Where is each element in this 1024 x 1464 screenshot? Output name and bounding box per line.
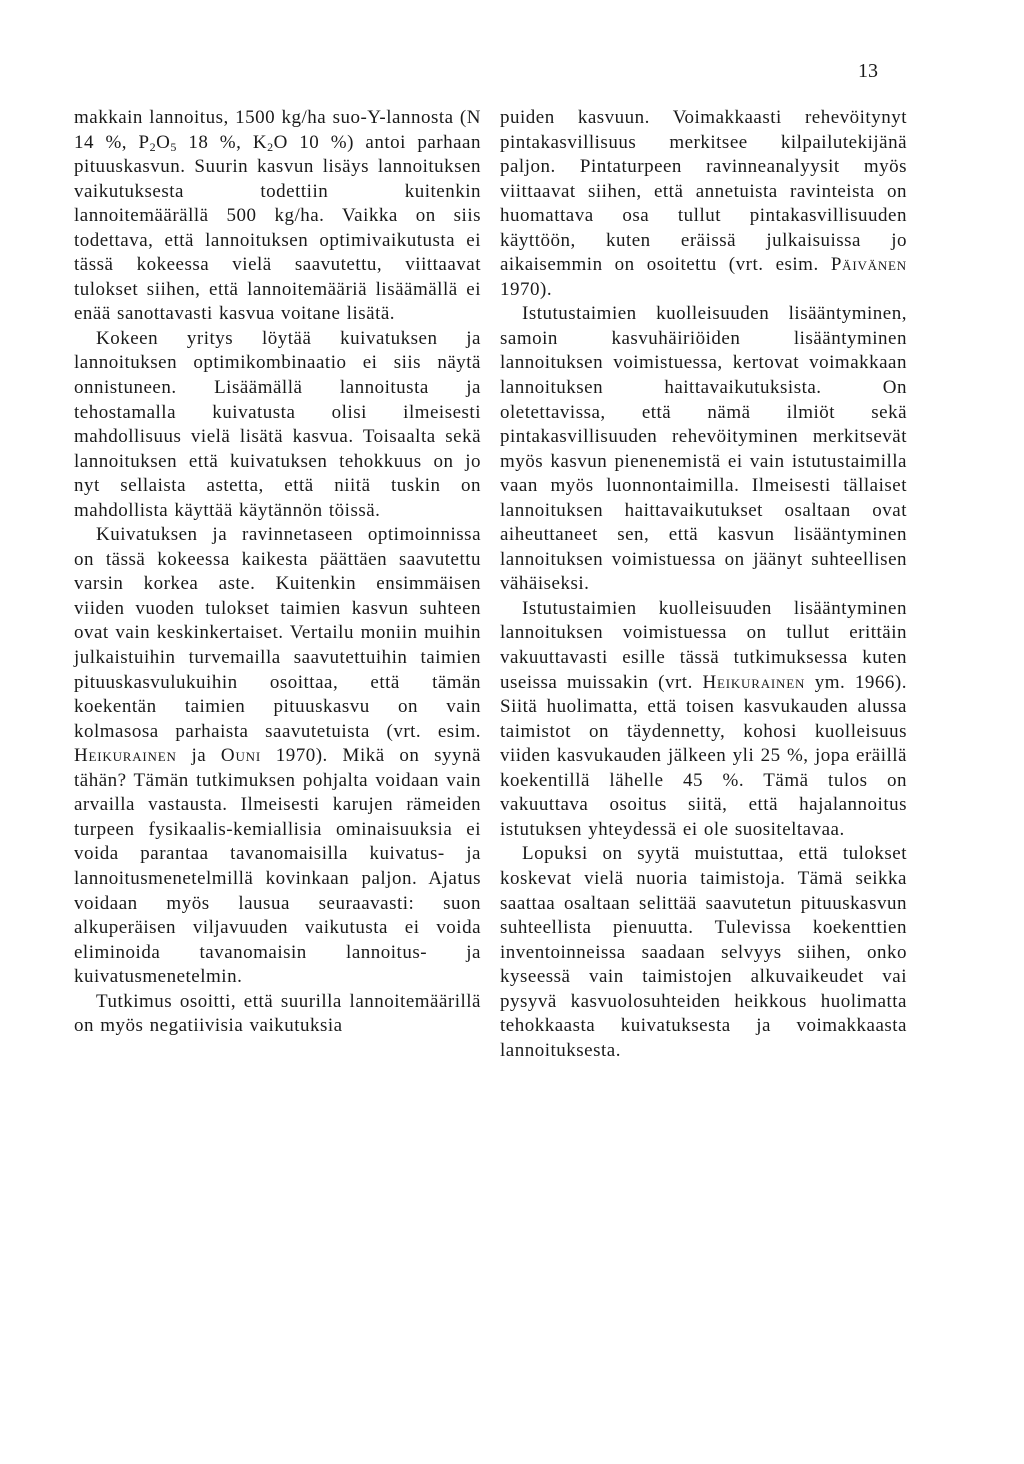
right-paragraph-1 (500, 106, 907, 302)
author-name: Päivänen (830, 254, 907, 276)
right-paragraph-2: Istutustaimien kuolleisuuden lisääntyminen, samoin kasvuhäiriöiden lisääntyminen lannoituksen voimistuessa, kertovat voimakkaan lannoituksen haittavaikutuksista. On oletettavissa, että nämä ilmiöt sekä pintakasvillisuuden rehevöityminen merkitsevät myös kasvun pienenemistä ei vain istutustaimilla vaan myös luonnontaimilla. Ilmeisesti tällaiset lannoituksen haittavaikutukset osaltaan ovat aiheuttaneet sen, että kasvun lisääntyminen lannoituksen voimistuessa on jäänyt suhteellisen vähäiseksi. (500, 303, 907, 595)
left-paragraph-4: Tutkimus osoitti, että suurilla lannoitemäärillä on myös negatiivisia vaikutuksia (74, 990, 481, 1037)
text-run: 1970). (500, 278, 553, 300)
author-name: Heikurainen (74, 745, 177, 767)
text-run: O (156, 131, 171, 153)
right-column (500, 106, 907, 1063)
left-column (74, 106, 481, 1039)
text-run: puiden kasvuun. Voimakkaasti rehevöitynyt pintakasvillisuus merkitsee kilpailutekijänä paljon. Pintaturpeen ravinneanalyysit myös viittaavat siihen, että annetuista ravinteista on huomattava osa tullut pintakasvillisuuden käyttöön, kuten eräissä julkaisuissa jo aikaisemmin on osoitettu (vrt. esim. (500, 107, 907, 276)
text-run: 18 %, K (176, 131, 268, 153)
text-run: O 10 %) antoi parhaan pituuskasvun. Suurin kasvun lisäys lannoituksen vaikutuksesta todettiin kuitenkin lannoitemäärällä 500 kg/ha. Vaikka on siis todettava, että lannoituksen optimivaikutusta ei tässä kokeessa vielä saavutettu, viittaavat tulokset siihen, että lannoitemääriä lisäämällä ei enää sanottavasti kasvua voitane lisätä. (74, 131, 481, 325)
text-run: makkain lannoitus, 1500 kg/ha suo-Y-lannosta (N 14 %, P (74, 107, 481, 153)
page-number: 13 (858, 60, 878, 82)
text-run: ym. 1966). Siitä huolimatta, että toisen kasvukauden alussa taimistot on täydennetty, kohosi kuolleisuus viiden kasvukauden jälkeen yli 25 %, jopa eräillä koekentillä lähelle 45 %. Tämä tulos on vakuuttava osoitus siitä, että hajalannoitus istutuksen yhteydessä ei ole suositeltavaa. (500, 671, 907, 840)
right-paragraph-3 (500, 597, 907, 842)
text-run: Kuivatuksen ja ravinnetaseen optimoinnissa on tässä kokeessa kaikesta päättäen saavutettu varsin korkea aste. Kuitenkin ensimmäisen viiden vuoden tulokset taimien kasvun suhteen ovat vain keskinkertaiset. Vertailu moniin muihin julkaistuihin turvemailla saavutettuihin taimien pituuskasvulukuihin osoittaa, että tämän koekentän taimien pituuskasvu on vain kolmasosa parhaista saavutetuista (vrt. esim. (74, 524, 481, 742)
subscript: 5 (170, 139, 177, 154)
left-paragraph-3 (74, 523, 481, 989)
author-name: Heikurainen (702, 671, 806, 693)
author-name: Ouni (220, 745, 261, 767)
text-run: Istutustaimien kuolleisuuden lisääntyminen lannoituksen voimistuessa on tullut erittäin vakuuttavasti esille tässä tutkimuksessa kuten useissa muissakin (vrt. (500, 597, 907, 693)
subscript: 2 (267, 139, 274, 154)
text-run: ja (176, 745, 221, 767)
left-paragraph-2: Kokeen yritys löytää kuivatuksen ja lannoituksen optimikombinaatio ei siis näytä onnistuneen. Lisäämällä lannoitusta ja tehostamalla kuivatusta olisi ilmeisesti mahdollisuus vielä lisätä kasvua. Toisaalta sekä lannoituksen että kuivatuksen tehokkuus on jo nyt sellaista astetta, että niitä tuskin on mahdollista käyttää käytännön töissä. (74, 327, 481, 521)
subscript: 2 (149, 139, 157, 154)
left-paragraph-1 (74, 106, 481, 327)
right-paragraph-4: Lopuksi on syytä muistuttaa, että tulokset koskevat vielä nuoria taimistoja. Tämä seikka saattaa osaltaan selittää saavutetun pituuskasvun suhteellista pienuutta. Tulevissa koekenttien inventoinneissa saadaan selvyys siihen, onko kyseessä vain taimistojen alkuvaikeudet vai pysyvä kasvuolosuhteiden heikkous huolimatta tehokkaasta kuivatuksesta ja voimakkaasta lannoituksesta. (500, 843, 907, 1061)
text-run: 1970). Mikä on syynä tähän? Tämän tutkimuksen pohjalta voidaan vain arvailla vastausta. Ilmeisesti karujen rämeiden turpeen fysikaalis-kemiallisia ominaisuuksia ei voida parantaa tavanomaisilla kuivatus- ja lannoitusmenetelmillä kovinkaan paljon. Ajatus voidaan myös lausua seuraavasti: suon alkuperäisen viljavuuden vaikutusta ei voida eliminoida tavanomaisin lannoitus- ja kuivatusmenetelmin. (74, 745, 481, 988)
